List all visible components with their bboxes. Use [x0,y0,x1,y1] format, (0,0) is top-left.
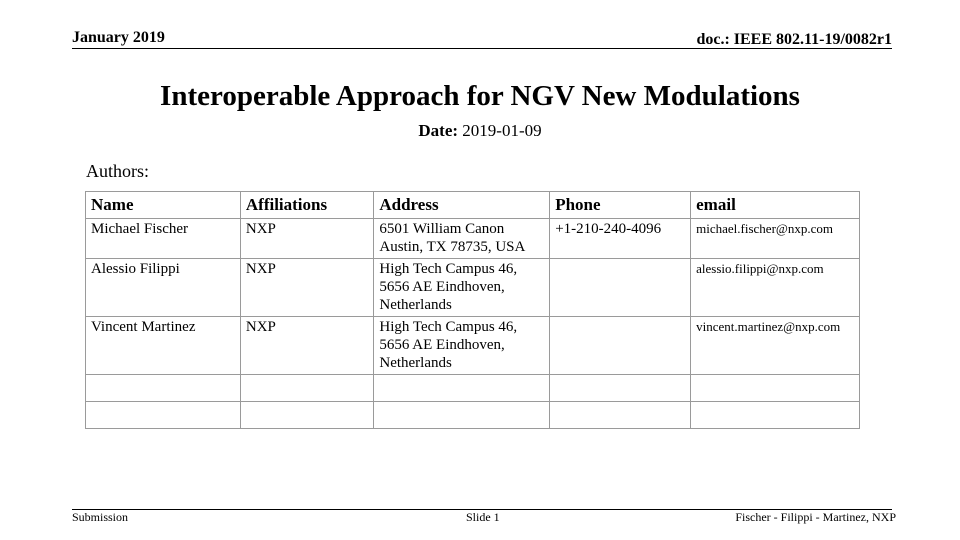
table-row-empty [86,375,860,402]
empty-cell [374,402,550,429]
author-address [374,219,550,259]
author-affiliation: NXP [240,317,373,375]
col-header-affiliations: Affiliations [240,192,373,219]
empty-cell [550,402,691,429]
empty-cell [691,375,860,402]
author-email[interactable]: vincent.martinez@nxp.com [691,317,860,375]
author-name: Alessio Filippi [86,259,241,317]
address-line: Netherlands [379,297,452,313]
table-row [86,219,860,259]
header-date: January 2019 [72,29,165,46]
footer-authors: Fischer - Filippi - Martinez, NXP [735,510,896,524]
table-row [86,259,860,317]
empty-cell [691,402,860,429]
address-line: 6501 William Canon [379,221,505,237]
footer-submission: Submission [72,510,129,524]
author-email[interactable]: alessio.filippi@nxp.com [691,259,860,317]
empty-cell [374,375,550,402]
authors-label: Authors: [86,161,149,181]
col-header-phone: Phone [550,192,691,219]
author-phone: +1-210-240-4096 [550,219,691,259]
date-line [0,121,960,141]
table-row-empty [86,402,860,429]
address-line: High Tech Campus 46, [379,319,518,335]
empty-cell [240,402,373,429]
header-doc-id: doc.: IEEE 802.11-19/0082r1 [696,31,892,48]
col-header-name: Name [86,192,241,219]
author-name: Vincent Martinez [86,317,241,375]
author-name: Michael Fischer [86,219,241,259]
empty-cell [86,375,241,402]
address-line: Austin, TX 78735, USA [379,239,526,255]
col-header-email: email [691,192,860,219]
author-phone [550,259,691,317]
empty-cell [240,375,373,402]
author-affiliation: NXP [240,259,373,317]
authors-table [85,191,860,429]
author-affiliation: NXP [240,219,373,259]
address-line: 5656 AE Eindhoven, [379,279,505,295]
address-line: High Tech Campus 46, [379,261,518,277]
author-email[interactable]: michael.fischer@nxp.com [691,219,860,259]
address-line: Netherlands [379,355,452,371]
address-line: 5656 AE Eindhoven, [379,337,505,353]
author-phone [550,317,691,375]
date-label: Date: [418,121,459,140]
col-header-address: Address [374,192,550,219]
author-address [374,259,550,317]
empty-cell [86,402,241,429]
author-address [374,317,550,375]
header-divider [72,48,892,49]
slide-title: Interoperable Approach for NGV New Modulations [160,80,800,112]
footer-slide-number: Slide 1 [466,510,500,524]
table-header-row [86,192,860,219]
empty-cell [550,375,691,402]
date-value: 2019-01-09 [462,121,542,140]
table-row [86,317,860,375]
